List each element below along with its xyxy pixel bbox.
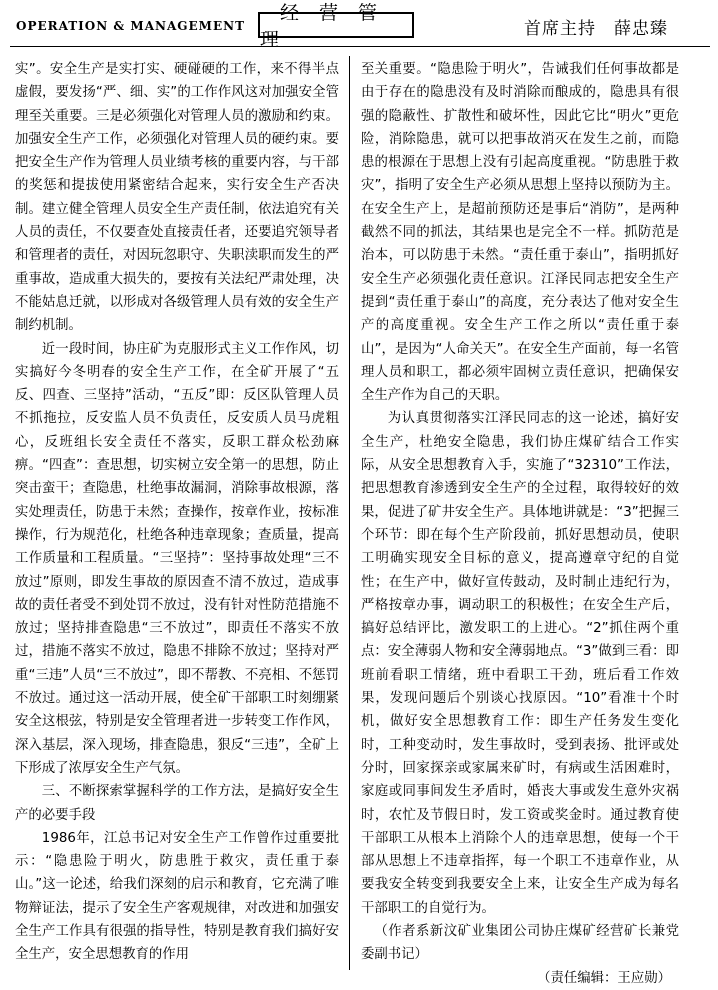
paragraph: 1986年，江总书记对安全生产工作曾作过重要批示：“隐患险于明火，防患胜于救灾，责任重于泰山。”这一论述，给我们深刻的启示和教育，它充满了唯物辩证法，提示了安全生产客观规律，对改进和加强安全生产工作具有很强的指导性，特别是教育我们搞好安全生产，安全思想教育的作用 [15, 830, 339, 963]
paragraph: 近一段时间，协庄矿为克服形式主义工作作风，切实搞好今冬明春的安全生产工作，在全矿开展了“五反、四查、三坚持”活动，“五反”即：反区队管理人员不抓拖拉，反安监人员不负责任，反安质人员马虎粗心，反班组长安全责任不落实，反职工群众松劲麻痹。“四查”：查思想，切实树立安全第一的思想，防止突击蛮干；查隐患，杜绝事故漏洞，消除事故根源，落实处理责任，防患于未然；查操作，按章作业，按标准操作，行为规范化，杜绝各种违章现象；查质量，提高工作质量和工程质量。“三坚持”：坚持事故处理“三不放过”原则，即发生事故的原因查不清不放过，造成事故的责任者受不到处罚不放过，没有针对性防范措施不放过；坚持排查隐患“三不放过”，即责任不落实不放过，措施不落实不放过，隐患不排除不放过；坚持对严重“三违”人员“三不放过”，即不帮教、不亮相、不惩罚不放过。通过这一活动开展，使全矿干部职工时刻绷紧安全这根弦，特别是安全管理者进一步转变工作作风，深入基层，深入现场，排查隐患，狠反“三违”，全矿上下形成了浓厚安全生产气氛。 [15, 341, 339, 776]
paragraph: 为认真贯彻落实江泽民同志的这一论述，搞好安全生产，杜绝安全隐患，我们协庄煤矿结合工作实际，从安全思想教育入手，实施了“32310”工作法，把思想教育渗透到安全生产的全过程，取得较好的效果，促进了矿井安全生产。具体地讲就是：“3”把握三个环节：即在每个生产阶段前，抓好思想动员，使职工明确实现安全目标的意义，提高遵章守纪的自觉性；在生产中，做好宣传鼓动，及时制止违纪行为，严格按章办事，调动职工的积极性；在安全生产后，搞好总结评比，激发职工的上进心。“2”抓住两个重点：安全薄弱人物和安全薄弱地点。“3”做到三看：即班前看职工情绪，班中看职工干劲，班后看工作效果，发现问题后个别谈心找原因。“10”看准十个时机，做好安全思想教育工作：即生产任务发生变化时，工种变动时，发生事故时，受到表扬、批评或处分时，回家探亲或家属来矿时，有病或生活困难时，家庭或同事间发生矛盾时，婚丧大事或发生意外灾祸时，农忙及节假日时，发工资或奖金时。通过教育使干部职工从根本上消除个人的违章思想，使每一个干部从思想上不违章指挥，每一个职工不违章作业，从要我安全转变到我要安全上来，让安全生产成为每名干部职工的自觉行为。 [361, 411, 679, 916]
page-header [0, 0, 718, 54]
column-host: 首席主持 薛忠臻 [524, 19, 668, 39]
right-column [361, 58, 679, 990]
section-title-chinese: 经营管理 [258, 12, 414, 38]
section-title-english: OPERATION & MANAGEMENT [16, 19, 245, 33]
left-column [15, 58, 339, 967]
paragraph: 至关重要。“隐患险于明火”，告诫我们任何事故都是由于存在的隐患没有及时消除而酿成的，隐患具有很强的隐蔽性、扩散性和破坏性，因此它比“明火”更危险，消除隐患，就可以把事故消灭在发生之前，而隐患的根源在于思想上没有引起高度重视。“防患胜于救灾”，指明了安全生产必须从思想上坚持以预防为主。在安全生产上，是超前预防还是事后“消防”，是两种截然不同的抓法，其结果也是完全不一样。抓防范是治本，可以防患于未然。“责任重于泰山”，指明抓好安全生产必须强化责任意识。江泽民同志把安全生产提到“责任重于泰山”的高度，充分表达了他对安全生产的高度重视。安全生产工作之所以“责任重于泰山”，是因为“人命关天”。在安全生产面前，每一名管理人员和职工，都必须牢固树立责任意识，把确保安全生产作为自己的天职。 [361, 62, 679, 404]
author-note: （作者系新汶矿业集团公司协庄煤矿经营矿长兼党委副书记） [361, 923, 679, 963]
editor-credit: （责任编辑：王应勋） [537, 970, 671, 986]
section-heading: 三、不断探索掌握科学的工作方法，是搞好安全生产的必要手段 [15, 784, 339, 823]
header-rule [10, 46, 710, 47]
column-divider [349, 56, 350, 970]
paragraph: 实”。安全生产是实打实、硬碰硬的工作，来不得半点虚假，要发扬“严、细、实”的工作作风这对加强安全管理至关重要。三是必须强化对管理人员的激励和约束。加强安全生产工作，必须强化对管理人员的硬约束。要把安全生产作为管理人员业绩考核的重要内容，与干部的奖惩和提拔使用紧密结合起来，实行安全生产否决制。建立健全管理人员安全生产责任制，依法追究有关人员的责任，不仅要查处直接责任者，还要追究领导者和管理者的责任，对因玩忽职守、失职渎职而发生的严重事故，造成重大损失的，要按有关法纪严肃处理，决不能姑息迁就，以形成对各级管理人员有效的安全生产制约机制。 [15, 62, 339, 334]
